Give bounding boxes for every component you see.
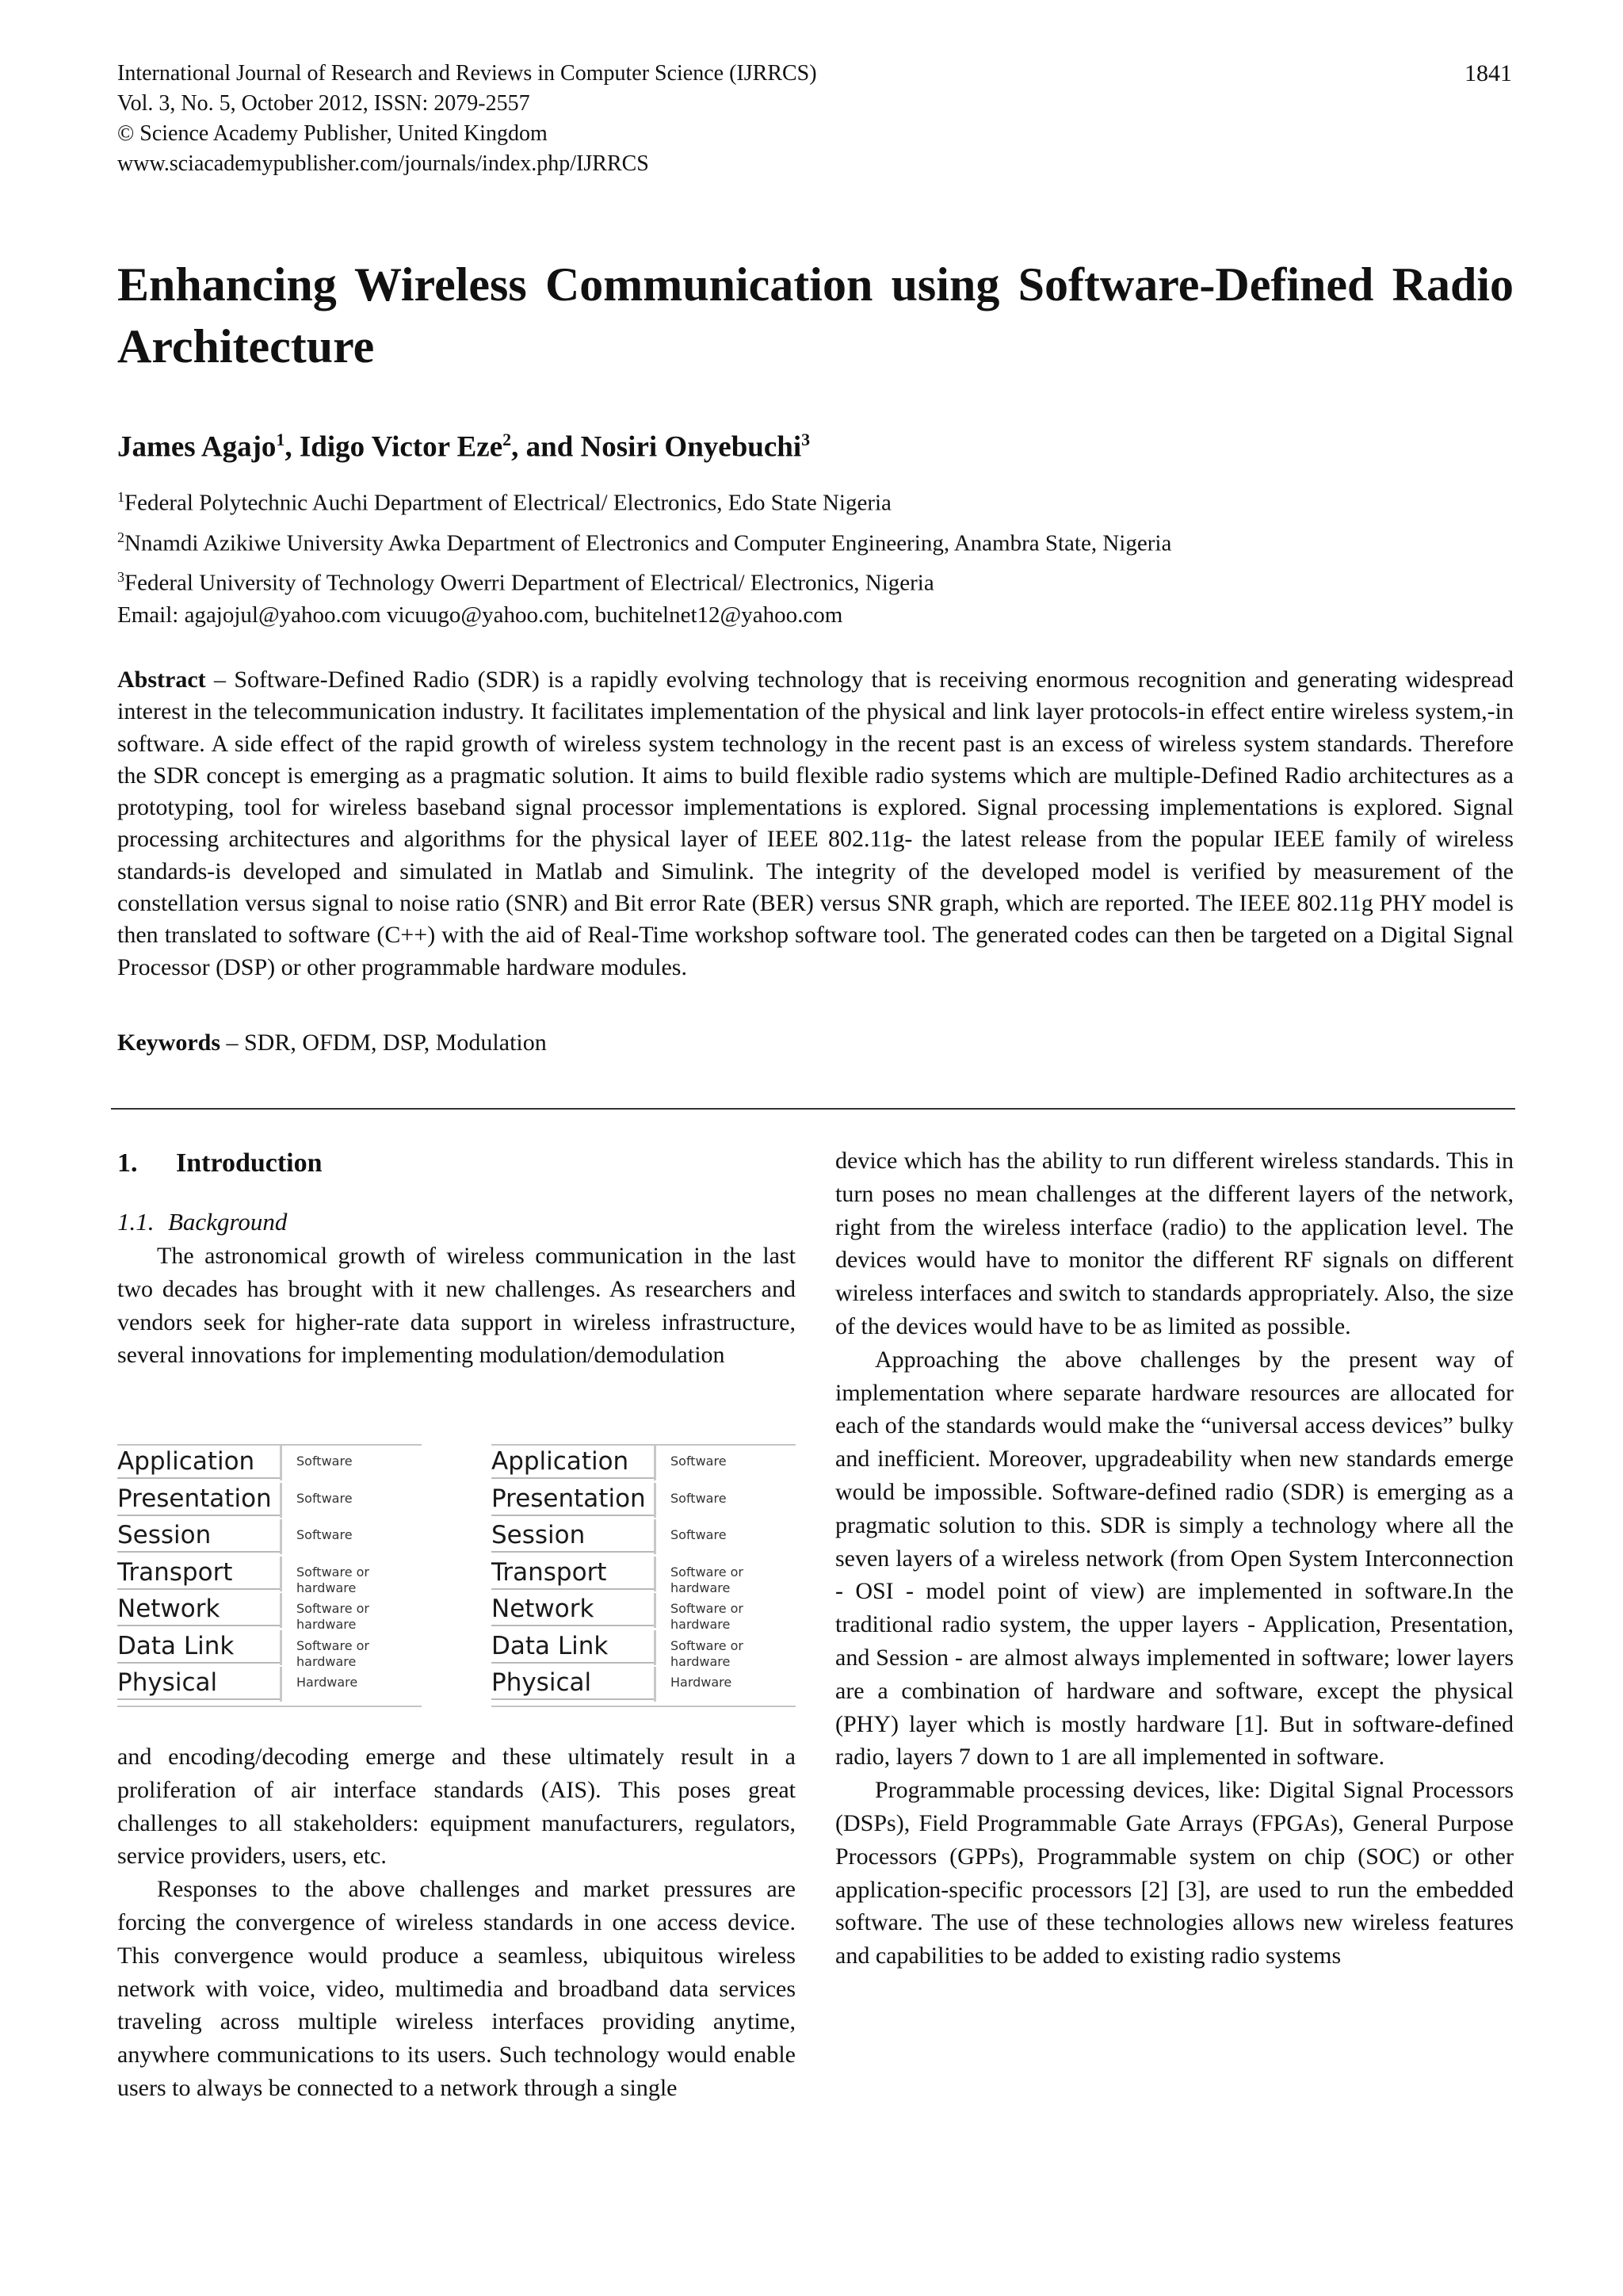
osi-impl-label: Software bbox=[296, 1490, 353, 1506]
journal-url[interactable]: www.sciacademypublisher.com/journals/index.php/IJRRCS bbox=[117, 151, 649, 176]
osi-row bbox=[117, 1481, 422, 1519]
author-affil-mark: 1 bbox=[276, 430, 285, 449]
section-divider bbox=[111, 1108, 1515, 1110]
keywords bbox=[117, 1027, 547, 1059]
author-affil-mark: 3 bbox=[801, 430, 811, 449]
author-name: Nosiri Onyebuchi bbox=[580, 430, 802, 464]
osi-impl-label: Software or hardware bbox=[296, 1564, 369, 1595]
author-list bbox=[117, 422, 810, 465]
author-emails: Email: agajojul@yahoo.com vicuugo@yahoo.com, buchitelnet12@yahoo.com bbox=[117, 602, 843, 628]
osi-impl-label: Software bbox=[296, 1454, 353, 1469]
osi-layer-label: Data Link bbox=[117, 1630, 281, 1664]
paragraph: device which has the ability to run different wireless standards. This in turn poses no mean challenges at the different layers of the network, right from the wireless interface (radio) to the application level. The devices would have to monitor the different RF signals on different wireless interfaces and switch to standards appropriately. Also, the size of the devices would have to be as limited as possible. bbox=[835, 1148, 1514, 1339]
section-heading bbox=[117, 1146, 323, 1181]
page-number: 1841 bbox=[1465, 60, 1512, 86]
keywords-label: Keywords bbox=[117, 1030, 220, 1056]
affiliation-list bbox=[117, 480, 1171, 601]
affil-text: Nnamdi Azikiwe University Awka Department of Electronics and Computer Engineering, Anambra State, Nigeria bbox=[124, 530, 1172, 556]
affil-mark: 1 bbox=[117, 489, 124, 505]
figure-border bbox=[491, 1706, 796, 1707]
abstract-text: – Software-Defined Radio (SDR) is a rapidly evolving technology that is receiving enormous recognition and generating widespread interest in the telecommunication industry. It facilitates implementation of the physical and link layer protocols-in effect entire wireless system,-in software. A side effect of the rapid growth of wireless system technology in the recent past is an excess of wireless system standards. Therefore the SDR concept is emerging as a pragmatic solution. It aims to build flexible radio systems which are multiple-Defined Radio architectures as a prototyping, tool for wireless baseband signal processor implementations is explored. Signal processing implementations is explored. Signal processing architectures and algorithms for the physical layer of IEEE 802.11g- the latest release from the popular IEEE family of wireless standards-is developed and simulated in Matlab and Simulink. The integrity of the developed model is verified by measurement of the constellation versus signal to noise ratio (SNR) and Bit error Rate (BER) versus SNR graph, which are reported. The IEEE 802.11g PHY model is then translated to software (C++) with the aid of Real-Time workshop software tool. The generated codes can then be targeted on a Digital Signal Processor (DSP) or other programmable hardware modules. bbox=[117, 667, 1514, 980]
osi-layer-label: Session bbox=[117, 1519, 281, 1553]
right-column bbox=[835, 1144, 1514, 1973]
osi-layer-label: Session bbox=[491, 1519, 655, 1553]
osi-row bbox=[491, 1591, 796, 1632]
osi-layer-label: Network bbox=[491, 1593, 655, 1626]
osi-impl-label: Hardware bbox=[670, 1675, 732, 1690]
osi-impl-label: Software bbox=[670, 1527, 727, 1542]
osi-row bbox=[117, 1665, 422, 1702]
paragraph: Programmable processing devices, like: Digital Signal Processors (DSPs), Field Programmable Gate Arrays (FPGAs), General Purpose Processors (GPPs), Programmable system on chip (SOC) or other application-specific processors [2] [3], are used to run the embedded software. The use of these technologies allows new wireless features and capabilities to be added to existing radio systems bbox=[835, 1777, 1514, 1969]
osi-impl-label: Software or hardware bbox=[670, 1637, 743, 1669]
paragraph: The astronomical growth of wireless communication in the last two decades has brought with it new challenges. As researchers and vendors seek for higher-rate data support in wireless infrastructure, several innovations for implementing modulation/demodulation bbox=[117, 1243, 796, 1369]
paper-title: Enhancing Wireless Communication using Software-Defined Radio Architecture bbox=[117, 258, 1514, 372]
osi-layer-label: Application bbox=[491, 1446, 655, 1479]
osi-figure-right bbox=[491, 1444, 796, 1702]
affil-text: Federal University of Technology Owerri Department of Electrical/ Electronics, Nigeria bbox=[124, 570, 934, 596]
osi-layer-label: Application bbox=[117, 1446, 281, 1479]
left-column-top bbox=[117, 1240, 796, 1372]
subsection-number: 1.1. bbox=[117, 1208, 155, 1236]
affiliation bbox=[117, 521, 1171, 561]
section-number: 1. bbox=[117, 1148, 138, 1178]
osi-impl-label: Hardware bbox=[296, 1675, 358, 1690]
paragraph: Approaching the above challenges by the present way of implementation where separate hardware resources are allocated for each of the standards would make the “universal access devices” bulky and inefficient. Moreover, upgradeability when new standards emerge would be impossible. Software-defined radio (SDR) is emerging as a pragmatic solution to this. SDR is simply a technology where all the seven layers of a wireless network (from Open System Interconnection - OSI - model point of view) are implemented in software.In the traditional radio system, the upper layers - Application, Presentation, and Session - are almost always implemented in software; lower layers are a combination of hardware and software, except the physical (PHY) layer which is mostly hardware [1]. But in software-defined radio, layers 7 down to 1 are all implemented in software. bbox=[835, 1346, 1514, 1771]
author-separator: , bbox=[285, 430, 300, 464]
osi-row bbox=[491, 1555, 796, 1595]
affil-text: Federal Polytechnic Auchi Department of Electrical/ Electronics, Edo State Nigeria bbox=[124, 490, 892, 516]
affil-mark: 2 bbox=[117, 529, 124, 545]
subsection-title: Background bbox=[168, 1208, 288, 1236]
osi-figure-left bbox=[117, 1444, 422, 1702]
author-affil-mark: 2 bbox=[502, 430, 512, 449]
abstract-label: Abstract bbox=[117, 667, 206, 693]
paragraph: Responses to the above challenges and market pressures are forcing the convergence of wireless standards in one access device. This convergence would produce a seamless, ubiquitous wireless network with voice, video, multimedia and broadband data services traveling across multiple wireless interfaces providing anytime, anywhere communications to its users. Such technology would enable users to always be connected to a network through a single bbox=[117, 1876, 796, 2101]
paragraph: and encoding/decoding emerge and these ultimately result in a proliferation of air interface standards (AIS). This poses great challenges to all stakeholders: equipment manufacturers, regulators, service providers, users, etc. bbox=[117, 1744, 796, 1870]
figure-border bbox=[117, 1706, 422, 1707]
osi-impl-label: Software or hardware bbox=[296, 1601, 369, 1632]
osi-impl-label: Software or hardware bbox=[670, 1601, 743, 1632]
subsection-heading bbox=[117, 1206, 287, 1238]
osi-layer-label: Transport bbox=[491, 1557, 655, 1590]
osi-layer-label: Presentation bbox=[117, 1483, 281, 1516]
affiliation bbox=[117, 480, 1171, 521]
osi-impl-label: Software bbox=[296, 1527, 353, 1542]
osi-layer-label: Transport bbox=[117, 1557, 281, 1590]
osi-layer-label: Physical bbox=[117, 1667, 281, 1700]
osi-impl-label: Software bbox=[670, 1454, 727, 1469]
osi-layer-label: Data Link bbox=[491, 1630, 655, 1664]
osi-row bbox=[491, 1481, 796, 1519]
journal-volume: Vol. 3, No. 5, October 2012, ISSN: 2079-2557 bbox=[117, 91, 530, 116]
osi-row bbox=[117, 1555, 422, 1595]
osi-row bbox=[491, 1444, 796, 1481]
osi-row bbox=[491, 1629, 796, 1669]
left-column-bottom bbox=[117, 1740, 796, 2105]
journal-name: International Journal of Research and Reviews in Computer Science (IJRRCS) bbox=[117, 61, 817, 86]
author-name: Idigo Victor Eze bbox=[299, 430, 503, 464]
osi-row bbox=[491, 1665, 796, 1702]
author-separator: , and bbox=[511, 430, 581, 464]
osi-layer-label: Physical bbox=[491, 1667, 655, 1700]
affiliation bbox=[117, 560, 1171, 601]
osi-row bbox=[117, 1444, 422, 1481]
affil-mark: 3 bbox=[117, 569, 124, 586]
keywords-text: – SDR, OFDM, DSP, Modulation bbox=[220, 1030, 547, 1056]
osi-row bbox=[117, 1518, 422, 1555]
osi-row bbox=[117, 1591, 422, 1632]
osi-row bbox=[491, 1518, 796, 1555]
journal-header bbox=[117, 59, 1512, 179]
journal-publisher: © Science Academy Publisher, United Kingdom bbox=[117, 121, 548, 146]
osi-layer-label: Network bbox=[117, 1593, 281, 1626]
osi-row bbox=[117, 1629, 422, 1669]
section-title: Introduction bbox=[176, 1148, 323, 1178]
abstract bbox=[117, 664, 1514, 984]
osi-impl-label: Software or hardware bbox=[296, 1637, 369, 1669]
osi-impl-label: Software bbox=[670, 1490, 727, 1506]
osi-impl-label: Software or hardware bbox=[670, 1564, 743, 1595]
author-name: James Agajo bbox=[117, 430, 277, 464]
osi-layer-label: Presentation bbox=[491, 1483, 655, 1516]
